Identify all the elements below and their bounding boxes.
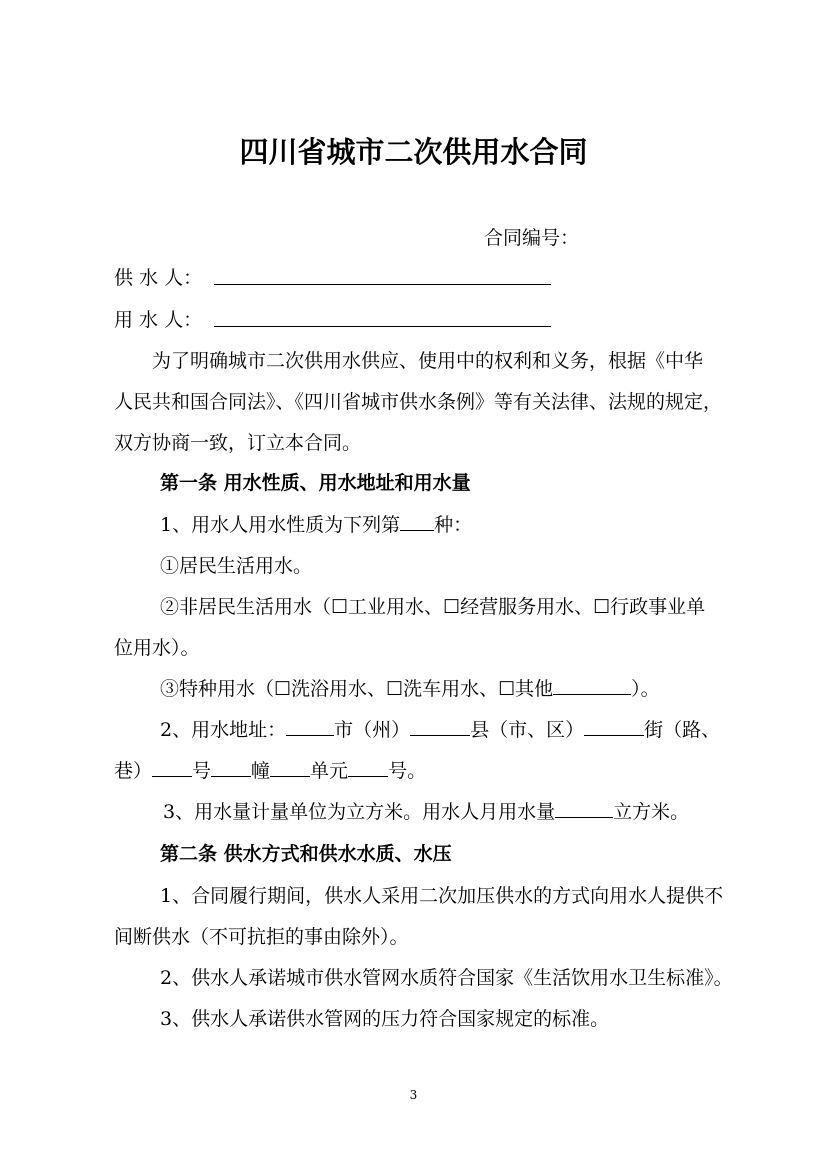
user-label: 用 水 人：: [114, 309, 203, 331]
unit-label: 单元: [310, 760, 349, 782]
address-label: 2、用水地址：: [160, 719, 287, 741]
option-2-line-2: 位用水）。: [114, 637, 200, 659]
article-2-item-1-line-2: 间断供水（不可抗拒的事由除外）。: [114, 926, 409, 948]
contract-number-label: 合同编号：: [484, 227, 580, 249]
article-1-item-2-line-2: [114, 758, 426, 784]
other-blank[interactable]: [553, 676, 631, 695]
building-label: 幢: [251, 760, 271, 782]
user-blank[interactable]: [214, 307, 551, 327]
article-2-item-3: 3、供水人承诺供水管网的压力符合国家规定的标准。: [160, 1008, 610, 1030]
preamble-line-2: 人民共和国合同法》、《四川省城市供水条例》等有关法律、法规的规定，: [114, 391, 723, 413]
preamble-line-3: 双方协商一致，订立本合同。: [114, 432, 362, 454]
category-blank[interactable]: [400, 512, 434, 531]
article-1-item-3: [163, 799, 689, 825]
article-2-heading: 第二条 供水方式和供水水质、水压: [160, 843, 452, 865]
street-blank[interactable]: [584, 717, 644, 736]
option-2-line-1: ②非居民生活用水（☐工业用水、☐经营服务用水、☐行政事业单: [160, 596, 706, 618]
county-blank[interactable]: [410, 717, 470, 736]
county-label: 县（市、区）: [470, 719, 585, 741]
article-1-item-2-line-1: [160, 717, 720, 743]
supplier-blank[interactable]: [214, 265, 551, 285]
volume-text-a: 3、用水量计量单位为立方米。用水人月用水量: [163, 801, 556, 823]
item-1-text-a: 1、用水人用水性质为下列第: [160, 514, 401, 536]
volume-blank[interactable]: [555, 799, 613, 818]
building-blank[interactable]: [211, 758, 251, 777]
option-1: ①居民生活用水。: [160, 555, 313, 577]
unit-blank[interactable]: [270, 758, 310, 777]
room-label: 号。: [388, 760, 427, 782]
option-3: [160, 676, 660, 702]
number-label: 号: [192, 760, 212, 782]
document-title: 四川省城市二次供用水合同: [239, 135, 588, 169]
article-1-heading: 第一条 用水性质、用水地址和用水量: [160, 472, 471, 494]
lane-label: 巷）: [114, 760, 153, 782]
street-label: 街（路、: [644, 719, 721, 741]
number-blank[interactable]: [152, 758, 192, 777]
room-blank[interactable]: [348, 758, 388, 777]
city-label: 市（州）: [334, 719, 411, 741]
volume-text-b: 立方米。: [613, 801, 690, 823]
article-1-item-1: [160, 512, 472, 538]
preamble-line-1: 为了明确城市二次供用水供应、使用中的权利和义务，根据《中华: [152, 350, 704, 372]
supplier-label: 供 水 人：: [114, 267, 203, 289]
article-2-item-2: 2、供水人承诺城市供水管网水质符合国家《生活饮用水卫生标准》。: [160, 967, 733, 989]
city-blank[interactable]: [286, 717, 334, 736]
option-3-text-a: ③特种用水（☐洗浴用水、☐洗车用水、☐其他: [160, 678, 554, 700]
option-3-text-b: ）。: [631, 678, 660, 700]
item-1-text-b: 种：: [434, 514, 473, 536]
article-2-item-1-line-1: 1、合同履行期间，供水人采用二次加压供水的方式向用水人提供不: [160, 885, 724, 907]
page-number: 3: [409, 1088, 418, 1102]
